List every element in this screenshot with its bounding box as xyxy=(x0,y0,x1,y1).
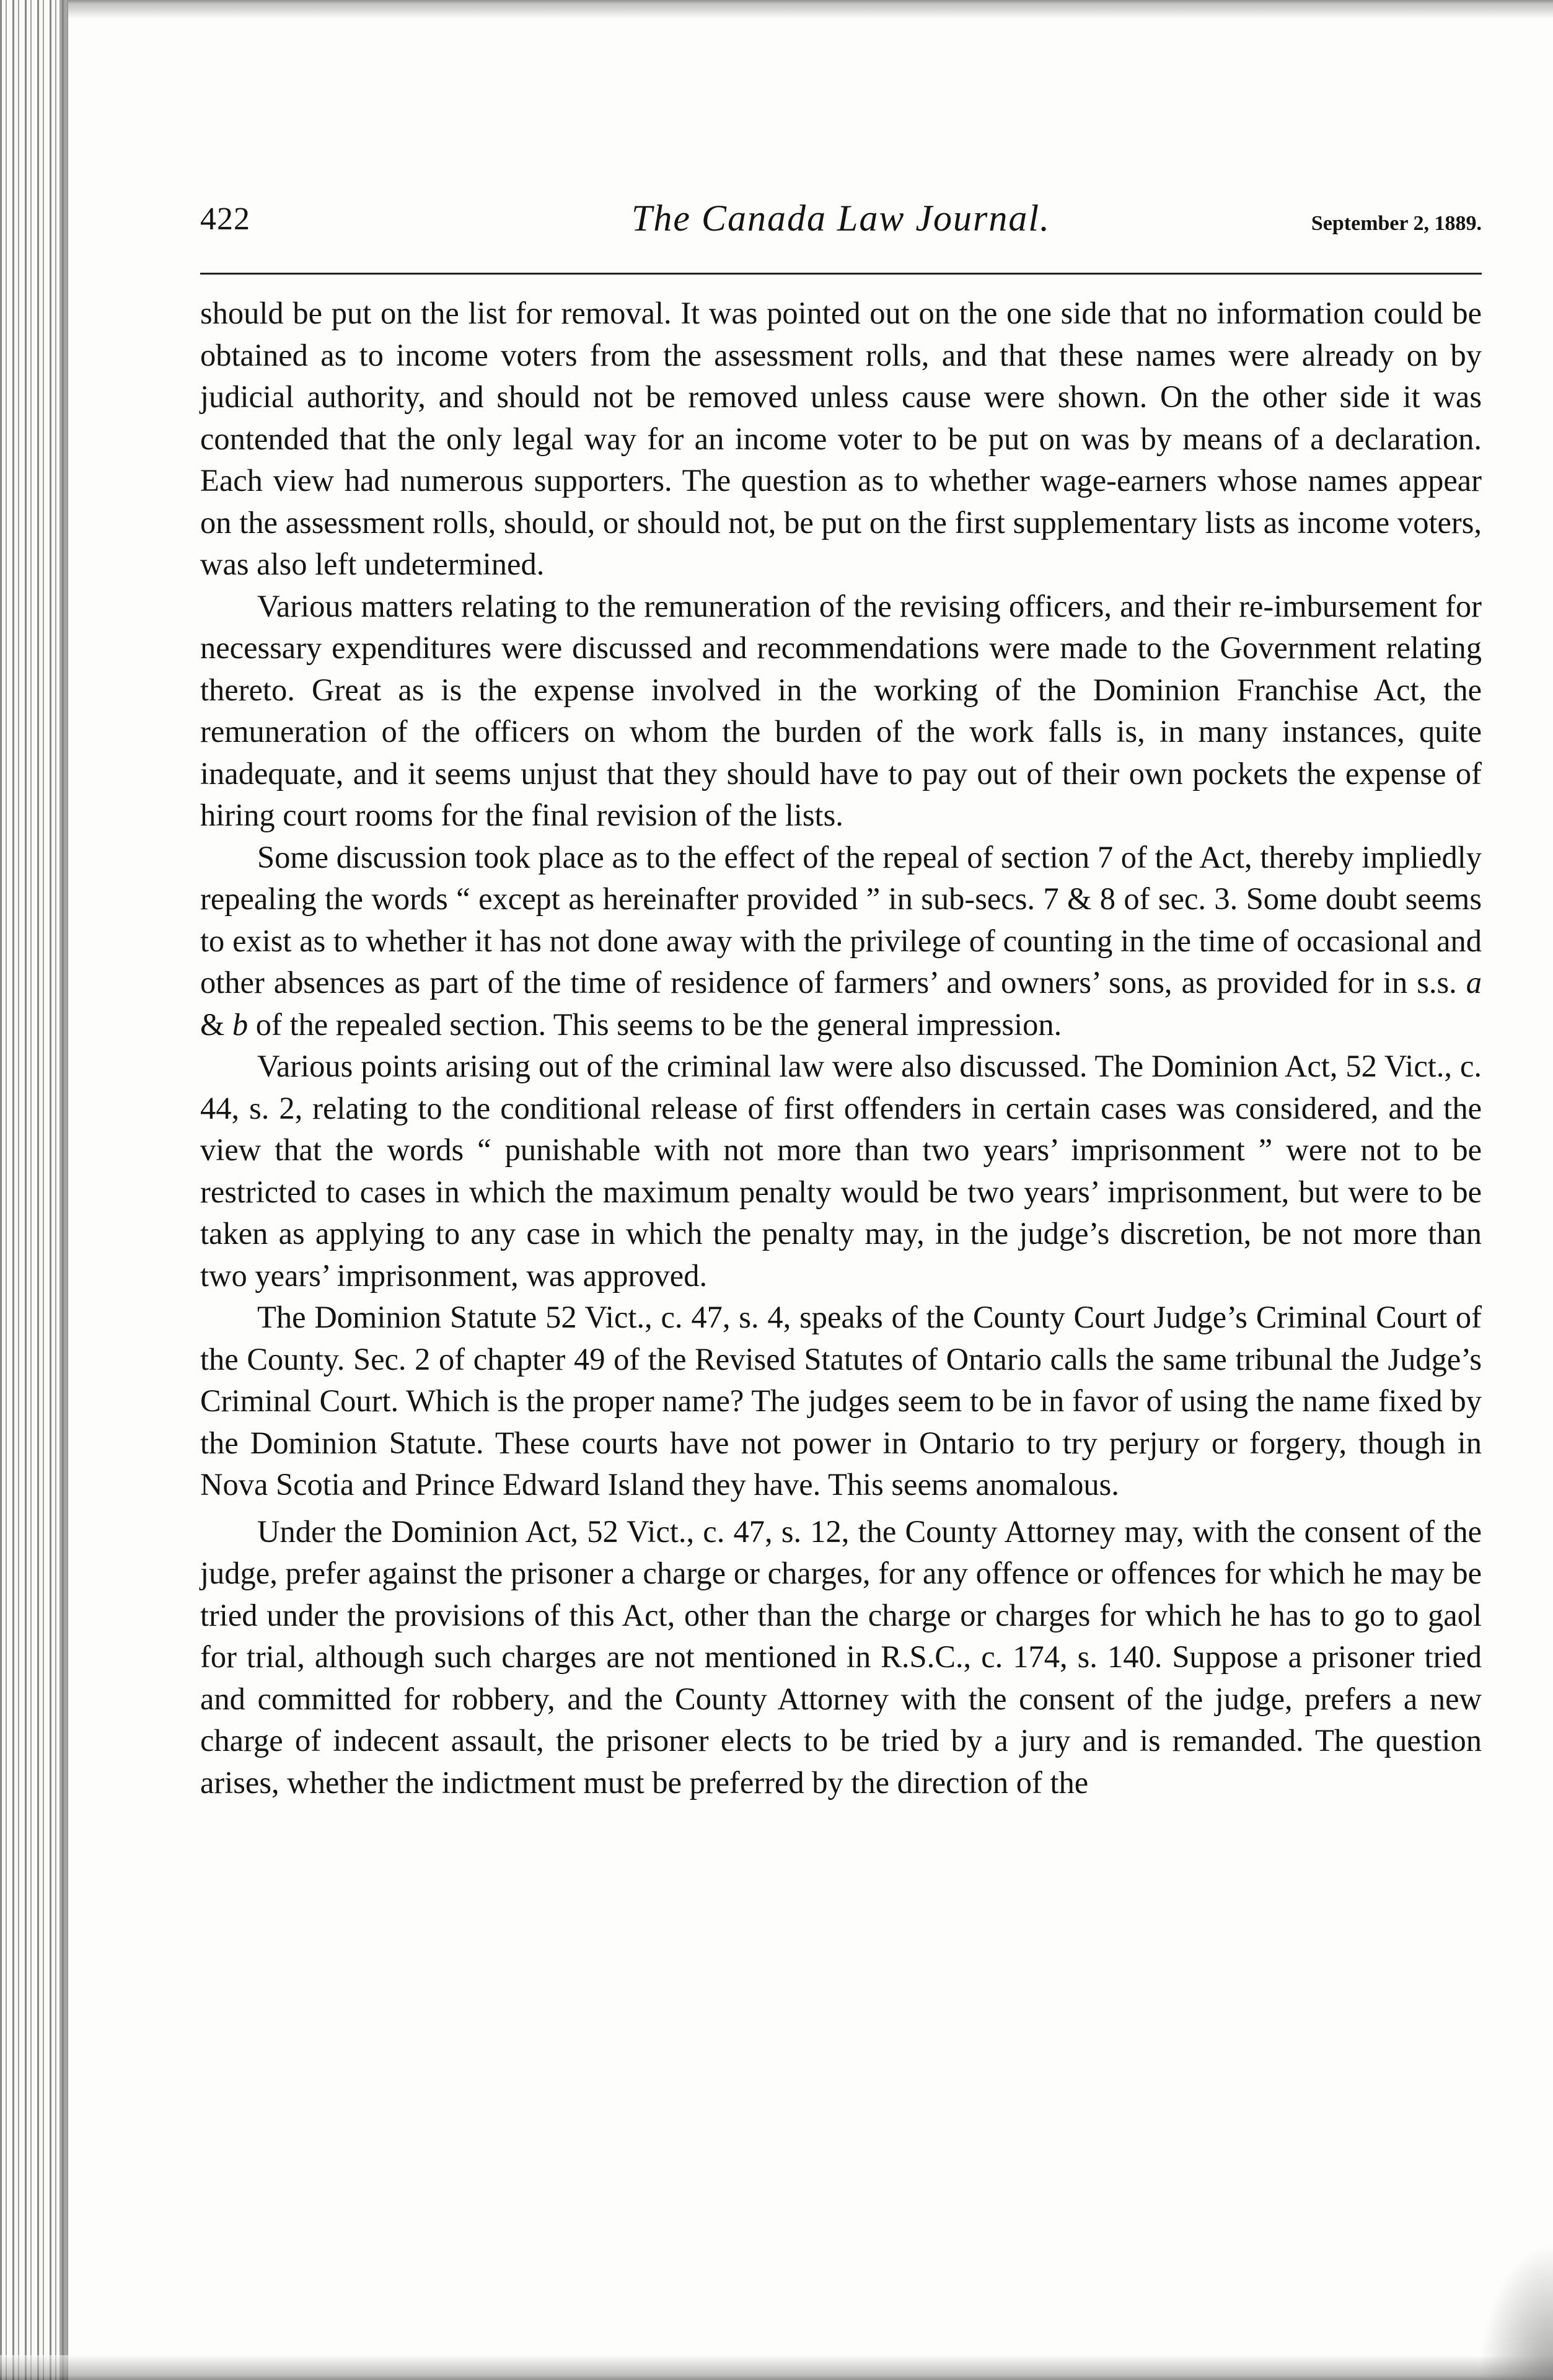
article-body xyxy=(200,293,1482,1804)
page-top-edge xyxy=(68,0,1553,19)
issue-date: September 2, 1889. xyxy=(1311,212,1482,235)
binding-edge xyxy=(0,0,68,2380)
page-bottom-edge xyxy=(0,2355,1553,2380)
ampersand: & xyxy=(200,1007,232,1042)
paragraph-continued: should be put on the list for removal. It was pointed out on the one side that no information could be obtained as to income voters from the assessment rolls, and that these names were already on by judicial authority, and should not be removed unless cause were shown. On the other side it was contended that the only legal way for an income voter to be put on was by means of a declaration. Each view had numerous supporters. The question as to whether wage-earners whose names appear on the assessment rolls, should, or should not, be put on the first supplementary lists as income voters, was also left undetermined. xyxy=(200,296,1482,581)
paragraph-remuneration: Various matters relating to the remuneration of the revising officers, and their re-imbursement for necessary expenditures were discussed and recommendations were made to the Government relating thereto. Great as is the expense involved in the working of the Dominion Franchise Act, the remuneration of the officers on whom the burden of the work falls is, in many instances, quite inadequate, and it seems unjust that they should have to pay out of their own pockets the expense of hiring court rooms for the final revision of the lists. xyxy=(200,588,1482,832)
italic-letter-b: b xyxy=(232,1007,249,1042)
journal-title: The Canada Law Journal. xyxy=(631,198,1051,239)
paragraph-dominion-statute: The Dominion Statute 52 Vict., c. 47, s. 4, speaks of the County Court Judge’s Criminal Court of the County. Sec. 2 of chapter 49 of the Revised Statutes of Ontario calls the same tribunal the Judge’s Criminal Court. Which is the proper name? The judges seem to be in favor of using the name fixed by the Dominion Statute. These courts have not power in Ontario to try perjury or forgery, though in Nova Scotia and Prince Edward Island they have. This seems anomalous. xyxy=(200,1300,1482,1502)
running-header xyxy=(200,197,1482,247)
paragraph-text: of the repealed section. This seems to be the general impression. xyxy=(248,1007,1062,1042)
page-number: 422 xyxy=(200,201,250,237)
page-corner-smudge xyxy=(1479,2244,1553,2380)
italic-letter-a: a xyxy=(1466,965,1482,1000)
header-rule xyxy=(200,273,1482,275)
paragraph-county-attorney: Under the Dominion Act, 52 Vict., c. 47, s. 12, the County Attorney may, with the consent of the judge, prefer against the prisoner a charge or charges, for any offence or offences for which he may be tried under the provisions of this Act, other than the charge or charges for which he has to go to gaol for trial, although such charges are not mentioned in R.S.C., c. 174, s. 140. Suppose a prisoner tried and committed for robbery, and the County Attorney with the consent of the judge, prefers a new charge of indecent assault, the prisoner elects to be tried by a jury and is remanded. The question arises, whether the indictment must be preferred by the direction of the xyxy=(200,1514,1482,1800)
paragraph-text: Some discussion took place as to the effect of the repeal of section 7 of the Act, thereby impliedly repealing the words “ except as hereinafter provided ” in sub-secs. 7 & 8 of sec. 3. Some doubt seems to exist as to whether it has not done away with the privilege of counting in the time of occasional and other absences as part of the time of residence of farmers’ and owners’ sons, as provided for in s.s. xyxy=(200,839,1482,1000)
paragraph-criminal-law: Various points arising out of the criminal law were also discussed. The Dominion Act, 52 Vict., c. 44, s. 2, relating to the conditional release of first offenders in certain cases was considered, and the view that the words “ punishable with not more than two years’ imprisonment ” were not to be restricted to cases in which the maximum penalty would be two years’ imprisonment, but were to be taken as applying to any case in which the penalty may, in the judge’s discretion, be not more than two years’ imprisonment, was approved. xyxy=(200,1049,1482,1293)
paragraph-section-seven xyxy=(200,837,1482,1046)
